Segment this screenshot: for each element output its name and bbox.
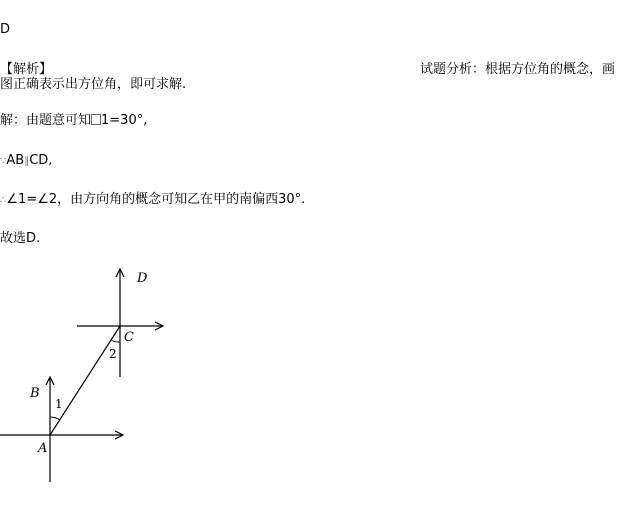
solution-line-1-prefix: 解：由题意可知 (0, 113, 92, 128)
solution-line-1-suffix: 1=30°, (101, 113, 148, 128)
solution-line-2-text: AB (6, 153, 25, 168)
label-c: C (124, 330, 134, 345)
analysis-continued: 图正确表示出方位角，即可求解. (0, 77, 187, 92)
solution-line-2-tail: CD, (29, 153, 53, 168)
because-mark: ∵ (0, 156, 7, 167)
solution-line-1 (0, 113, 147, 129)
solution-line-3-text: ∠1=∠2，由方向角的概念可知乙在甲的南偏西30°. (6, 192, 306, 207)
label-b: B (30, 386, 40, 401)
parallel-mark: ∥ (24, 156, 30, 167)
label-d: D (137, 271, 148, 286)
therefore-mark: ∴ (0, 195, 7, 206)
bearing-figure (0, 260, 200, 490)
segment-ac (50, 326, 120, 435)
angle-1-arc (50, 417, 60, 420)
label-a: A (38, 441, 48, 456)
analysis-header: 【解析】 (0, 62, 53, 77)
angle-2-arc (111, 340, 120, 342)
analysis-intro: 试题分析：根据方位角的概念，画 (420, 62, 616, 77)
solution-line-2 (0, 153, 52, 170)
solution-line-4: 故选D. (0, 231, 41, 246)
answer-text: D (0, 22, 11, 37)
label-angle-1: 1 (55, 397, 63, 411)
broken-glyph-icon (91, 114, 101, 125)
label-angle-2: 2 (109, 347, 117, 361)
solution-line-3 (0, 192, 305, 209)
